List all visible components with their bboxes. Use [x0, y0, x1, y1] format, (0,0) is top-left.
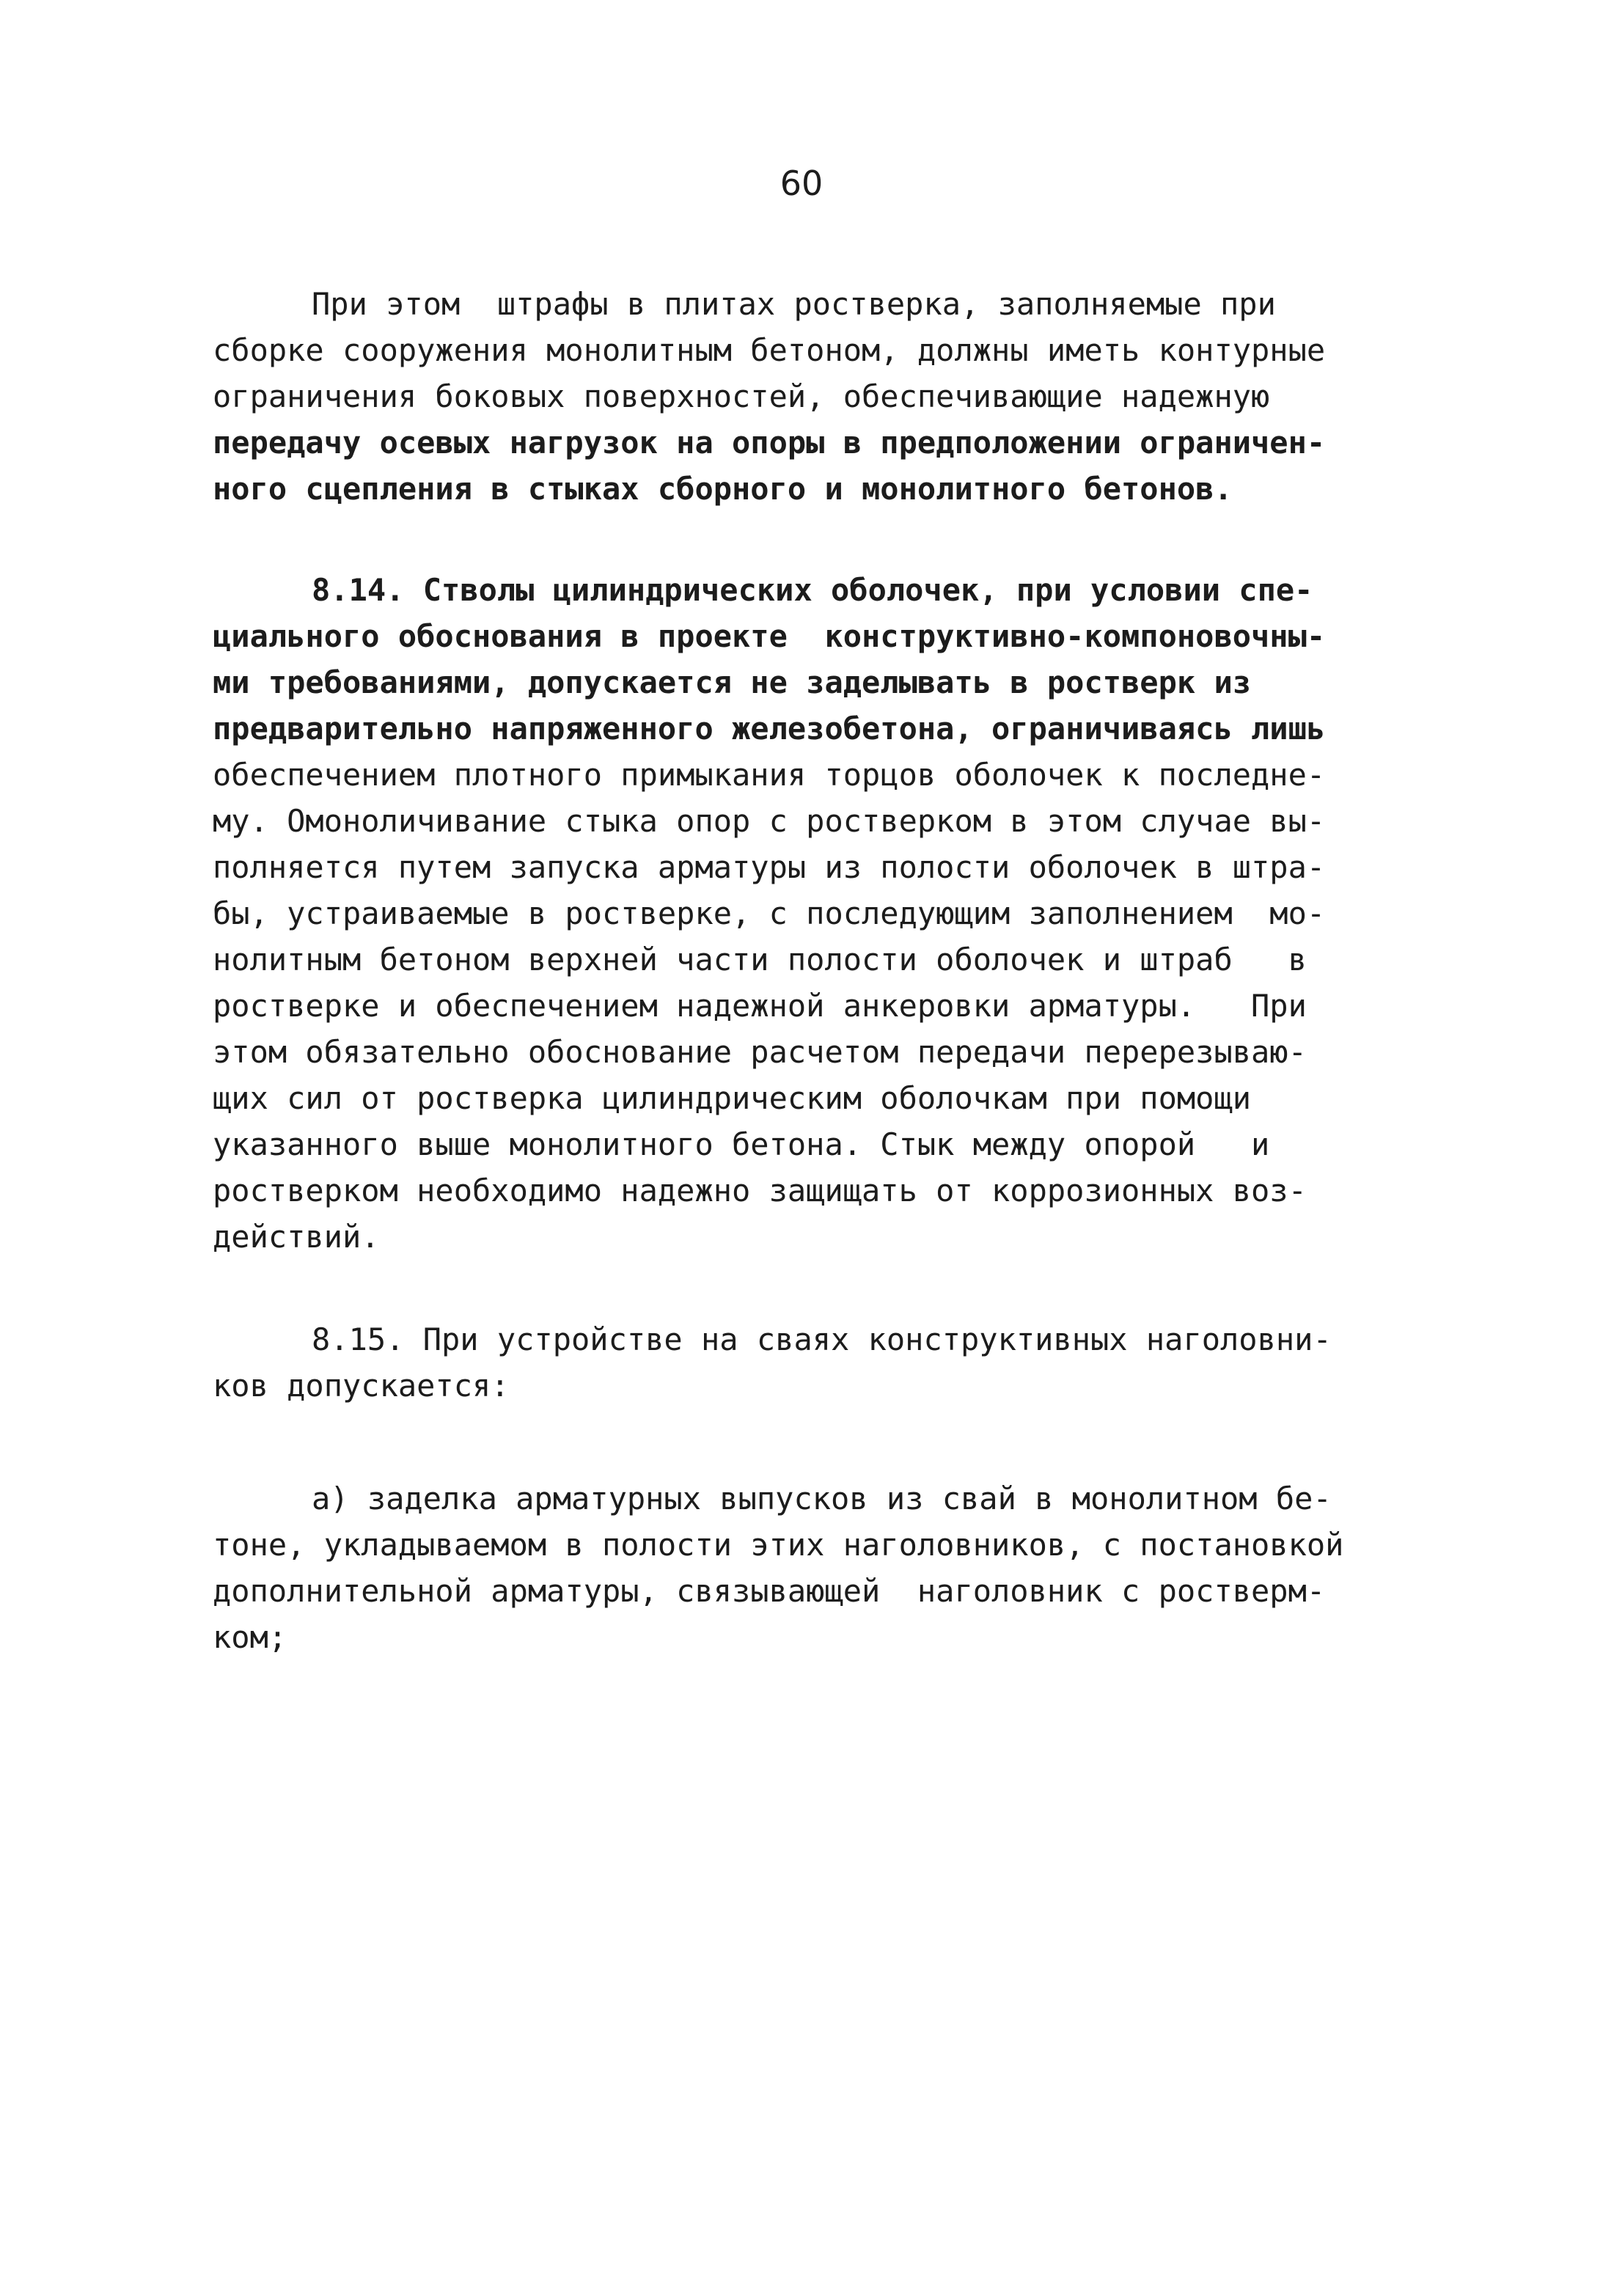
paragraph-line: 8.15. При устройстве на сваях конструктивных наголовни-	[312, 1321, 1332, 1357]
paragraph-line: ограничения боковых поверхностей, обеспечивающие надежную	[213, 378, 1270, 414]
paragraph-line: ного сцепления в стыках сборного и монолитного бетонов.	[213, 471, 1233, 507]
paragraph-line: этом обязательно обоснование расчетом передачи перерезываю-	[213, 1034, 1307, 1070]
paragraph-line: циального обоснования в проекте конструктивно-компоновочны-	[213, 618, 1326, 654]
paragraph-line: ком;	[213, 1619, 287, 1655]
paragraph-line: а) заделка арматурных выпусков из свай в монолитном бе-	[312, 1481, 1332, 1516]
paragraph-item-a	[213, 1475, 1430, 1660]
paragraph-line: щих сил от ростверка цилиндрическим оболочкам при помощи	[213, 1080, 1252, 1116]
paragraph-line: нолитным бетоном верхней части полости оболочек и штраб в	[213, 942, 1307, 978]
paragraph-line: указанного выше монолитного бетона. Стык между опорой и	[213, 1126, 1270, 1162]
paragraph-line: ростверке и обеспечением надежной анкеровки арматуры. При	[213, 988, 1307, 1024]
paragraph-line: При этом штрафы в плитах ростверка, заполняемые при	[312, 286, 1276, 322]
paragraph-line: предварительно напряженного железобетона, ограничиваясь лишь	[213, 711, 1326, 747]
paragraph-line: ми требованиями, допускается не заделывать в ростверк из	[213, 664, 1252, 700]
paragraph-8-15	[213, 1316, 1430, 1409]
paragraph-line: бы, устраиваемые в ростверке, с последующим заполнением мо-	[213, 895, 1326, 931]
paragraph-line: действий.	[213, 1219, 380, 1255]
page-number: 60	[780, 164, 823, 203]
paragraph-line: обеспечением плотного примыкания торцов оболочек к последне-	[213, 757, 1326, 793]
paragraph-line: передачу осевых нагрузок на опоры в предположении ограничен-	[213, 425, 1326, 461]
paragraph-line: ков допускается:	[213, 1368, 510, 1404]
paragraph-8-14	[213, 567, 1430, 1260]
paragraph-line: дополнительной арматуры, связывающей наголовник с ростверм-	[213, 1573, 1326, 1609]
paragraph-line: тоне, укладываемом в полости этих наголовников, с постановкой	[213, 1527, 1344, 1563]
paragraph-line: сборке сооружения монолитным бетоном, должны иметь контурные	[213, 332, 1326, 368]
paragraph-line: му. Омоноличивание стыка опор с ростверком в этом случае вы-	[213, 803, 1326, 839]
paragraph-line: ростверком необходимо надежно защищать от коррозионных воз-	[213, 1173, 1307, 1208]
paragraph-line: полняется путем запуска арматуры из полости оболочек в штра-	[213, 849, 1326, 885]
paragraph-line: 8.14. Стволы цилиндрических оболочек, при условии спе-	[312, 572, 1313, 608]
paragraph-1	[213, 281, 1430, 512]
